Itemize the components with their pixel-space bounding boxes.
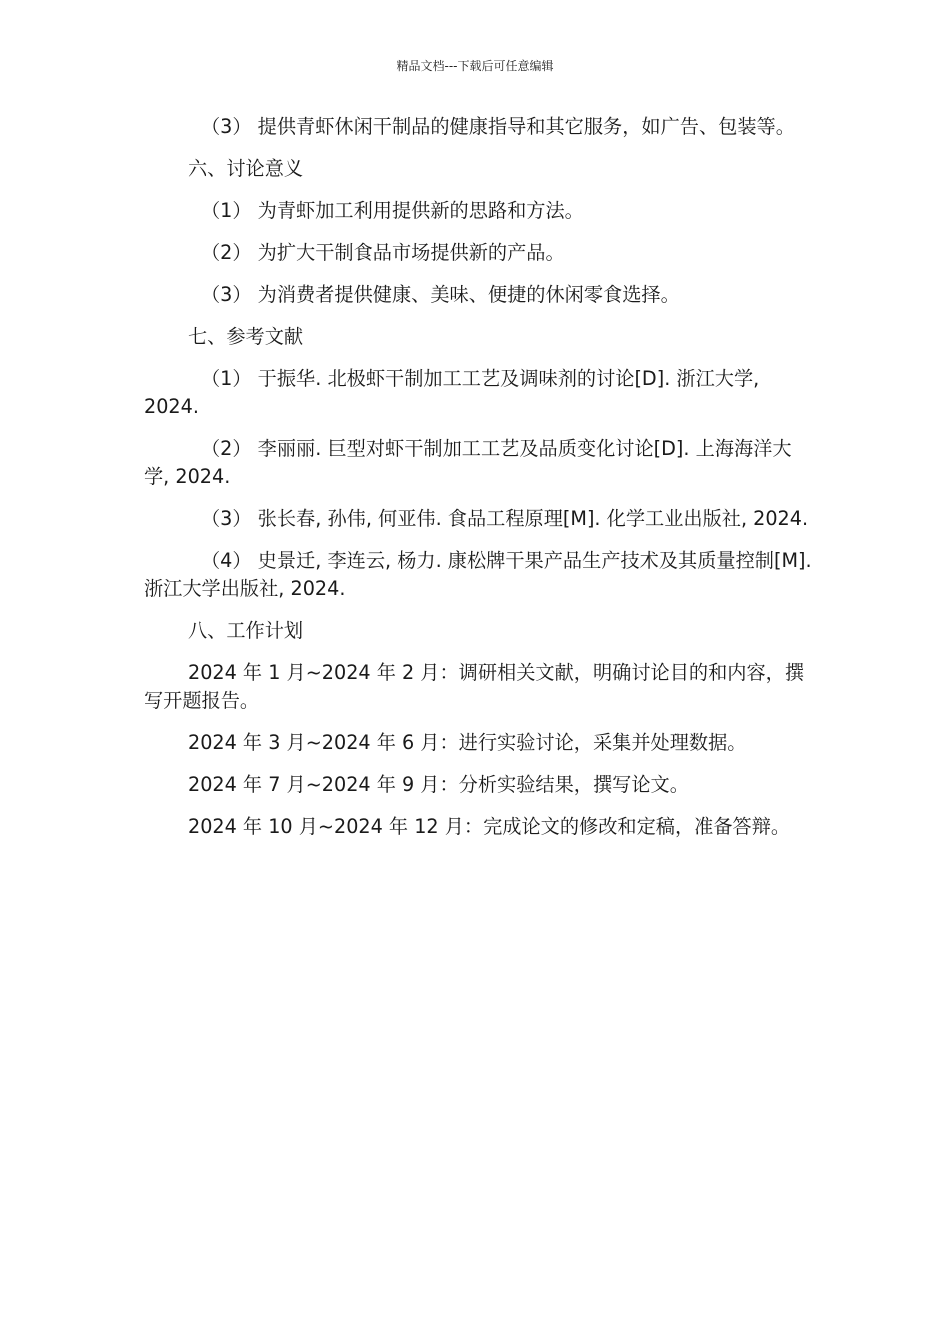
reference-item: （3） 张长春, 孙伟, 何亚伟. 食品工程原理[M]. 化学工业出版社, 2024. xyxy=(201,507,809,530)
plan-item: 2024 年 3 月~2024 年 6 月：进行实验讨论，采集并处理数据。 xyxy=(188,731,747,754)
plan-item: 2024 年 1 月~2024 年 2 月：调研相关文献，明确讨论目的和内容，撰写开题报告。 xyxy=(144,661,805,712)
section-heading: 六、讨论意义 xyxy=(188,157,304,180)
plan-item: 2024 年 7 月~2024 年 9 月：分析实验结果，撰写论文。 xyxy=(188,773,689,796)
list-item: （3） 提供青虾休闲干制品的健康指导和其它服务，如广告、包装等。 xyxy=(201,115,795,138)
plan-item: 2024 年 10 月~2024 年 12 月：完成论文的修改和定稿，准备答辩。 xyxy=(188,815,791,838)
list-item: （2） 为扩大干制食品市场提供新的产品。 xyxy=(201,241,565,264)
page-header: 精品文档---下载后可任意编辑 xyxy=(396,59,554,73)
reference-item: （2） 李丽丽. 巨型对虾干制加工工艺及品质变化讨论[D]. 上海海洋大学, 2024. xyxy=(144,437,792,488)
section-heading: 八、工作计划 xyxy=(188,619,304,642)
list-item: （3） 为消费者提供健康、美味、便捷的休闲零食选择。 xyxy=(201,283,680,306)
list-item: （1） 为青虾加工利用提供新的思路和方法。 xyxy=(201,199,584,222)
reference-item: （1） 于振华. 北极虾干制加工工艺及调味剂的讨论[D]. 浙江大学, 2024. xyxy=(144,367,760,418)
reference-item: （4） 史景迁, 李连云, 杨力. 康松牌干果产品生产技术及其质量控制[M]. 浙江大学出版社, 2024. xyxy=(144,549,812,600)
section-heading: 七、参考文献 xyxy=(188,325,304,348)
document-body xyxy=(144,113,814,855)
